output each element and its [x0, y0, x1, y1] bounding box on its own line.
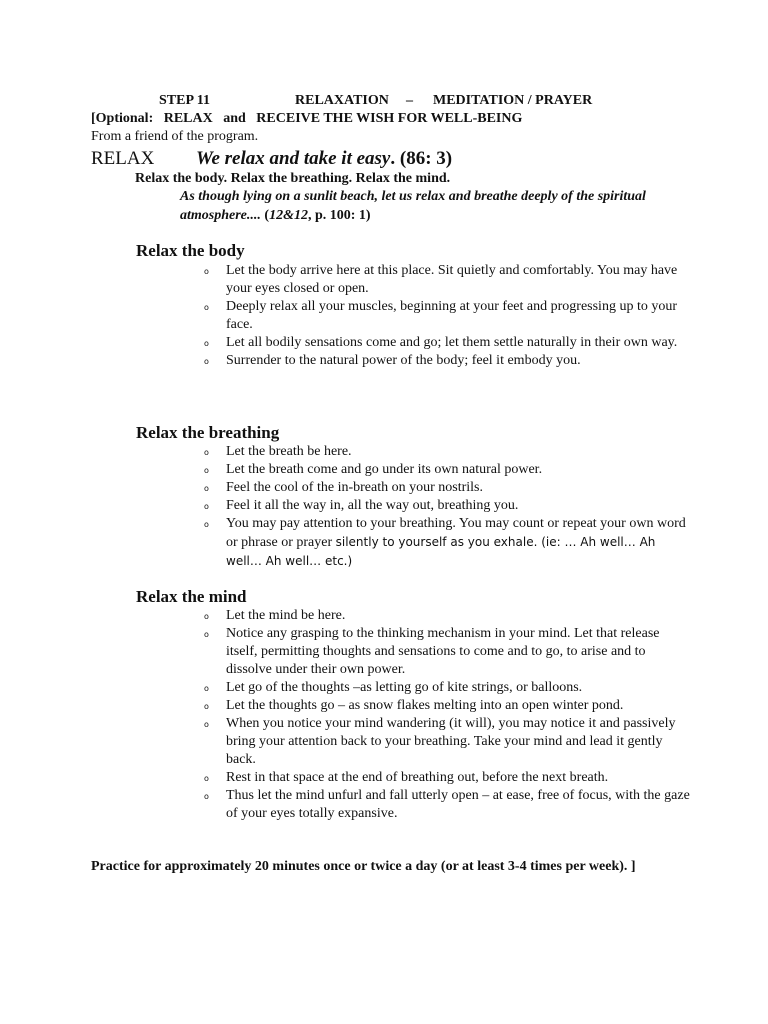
list-body: [204, 262, 694, 370]
list-item: [204, 298, 694, 334]
bullet-marker: o: [204, 484, 209, 493]
bullet-marker: o: [204, 702, 209, 711]
bullet-marker: o: [204, 357, 209, 366]
list-item: [204, 697, 694, 715]
section-title-body: Relax the body: [136, 241, 245, 260]
list-item-text: Let go of the thoughts –as letting go of kite strings, or balloons.: [226, 680, 583, 695]
list-breathing: [204, 443, 694, 571]
list-item: [204, 479, 694, 497]
bullet-marker: o: [204, 630, 209, 639]
list-item-text: Feel the cool of the in-breath on your nostrils.: [226, 480, 483, 495]
quote-ref-open: (: [260, 208, 270, 223]
bullet-marker: o: [204, 267, 209, 276]
meditation-prayer-label: MEDITATION / PRAYER: [433, 93, 593, 108]
bullet-marker: o: [204, 720, 209, 729]
bullet-marker: o: [204, 448, 209, 457]
list-mind: [204, 607, 694, 823]
bullet-marker: o: [204, 684, 209, 693]
relax-ref: . (86: 3): [390, 148, 453, 169]
list-item-text: Let the mind be here.: [226, 608, 346, 623]
list-item-text: Thus let the mind unfurl and fall utterly open – at ease, free of focus, with the gaze of your eyes totally expansive.: [226, 788, 690, 821]
list-item-text: Let the breath be here.: [226, 444, 352, 459]
section-title-breathing: Relax the breathing: [136, 423, 280, 442]
list-item-text: Let the breath come and go under its own natural power.: [226, 462, 543, 477]
list-item-text: Let the body arrive here at this place. Sit quietly and comfortably. You may have your eyes closed or open.: [226, 263, 678, 296]
relax-word: RELAX: [91, 148, 155, 169]
list-item-text: Feel it all the way in, all the way out, breathing you.: [226, 498, 519, 513]
section-title-mind: Relax the mind: [136, 587, 247, 606]
list-item: [204, 352, 694, 370]
list-item-text: Surrender to the natural power of the body; feel it embody you.: [226, 353, 581, 368]
list-item: [204, 787, 694, 823]
list-item-text: Let the thoughts go – as snow flakes melting into an open winter pond.: [226, 698, 624, 713]
relax-heading: [91, 148, 452, 170]
list-item-text: Deeply relax all your muscles, beginning at your feet and progressing up to your face.: [226, 299, 677, 332]
from-line: From a friend of the program.: [91, 129, 259, 144]
list-item: [204, 461, 694, 479]
list-item-text: Let all bodily sensations come and go; let them settle naturally in their own way.: [226, 335, 678, 350]
bullet-marker: o: [204, 303, 209, 312]
bullet-marker: o: [204, 339, 209, 348]
list-item: [204, 334, 694, 352]
bullet-marker: o: [204, 520, 209, 529]
header-dash: –: [406, 93, 413, 108]
list-item: [204, 262, 694, 298]
list-item: [204, 515, 694, 571]
bullet-marker: o: [204, 612, 209, 621]
list-item: [204, 679, 694, 697]
quote-ref-rest: , p. 100: 1): [307, 208, 371, 223]
relaxation-label: RELAXATION: [295, 93, 389, 108]
optional-line: [Optional: RELAX and RECEIVE THE WISH FOR WELL-BEING: [91, 111, 523, 126]
list-item: [204, 715, 694, 769]
quote-text: As though lying on a sunlit beach, let us relax and breathe deeply of the spiritual atmosphere....: [180, 189, 646, 223]
list-item-text: When you notice your mind wandering (it will), you may notice it and passively bring your attention back to your breathing. Take your mind and lead it gently back.: [226, 716, 676, 767]
bullet-marker: o: [204, 502, 209, 511]
list-item: [204, 607, 694, 625]
relax-subtitle: Relax the body. Relax the breathing. Relax the mind.: [135, 171, 451, 186]
relax-italic: We relax and take it easy: [196, 148, 391, 169]
step-label: STEP 11: [159, 93, 210, 108]
list-item-text: You may pay attention to your breathing. You may count or repeat your own word or phrase or prayer: [226, 516, 686, 550]
bullet-marker: o: [204, 466, 209, 475]
list-item: [204, 443, 694, 461]
quote-ref-italic: 12&12: [269, 208, 308, 223]
quote-block: [180, 187, 650, 225]
list-item-text: Notice any grasping to the thinking mechanism in your mind. Let that release itself, permitting thoughts and sensations to come and to go, to arise and to dissolve under their own power.: [226, 626, 660, 677]
list-item: [204, 769, 694, 787]
list-item: [204, 625, 694, 679]
bullet-marker: o: [204, 792, 209, 801]
practice-footer: Practice for approximately 20 minutes once or twice a day (or at least 3-4 times per week). ]: [91, 859, 636, 874]
list-item: [204, 497, 694, 515]
list-item-text: Rest in that space at the end of breathing out, before the next breath.: [226, 770, 609, 785]
bullet-marker: o: [204, 774, 209, 783]
list-item-text-sans: silently to yourself as you exhale. (ie: … Ah well… Ah well… Ah well… etc.): [226, 535, 656, 568]
